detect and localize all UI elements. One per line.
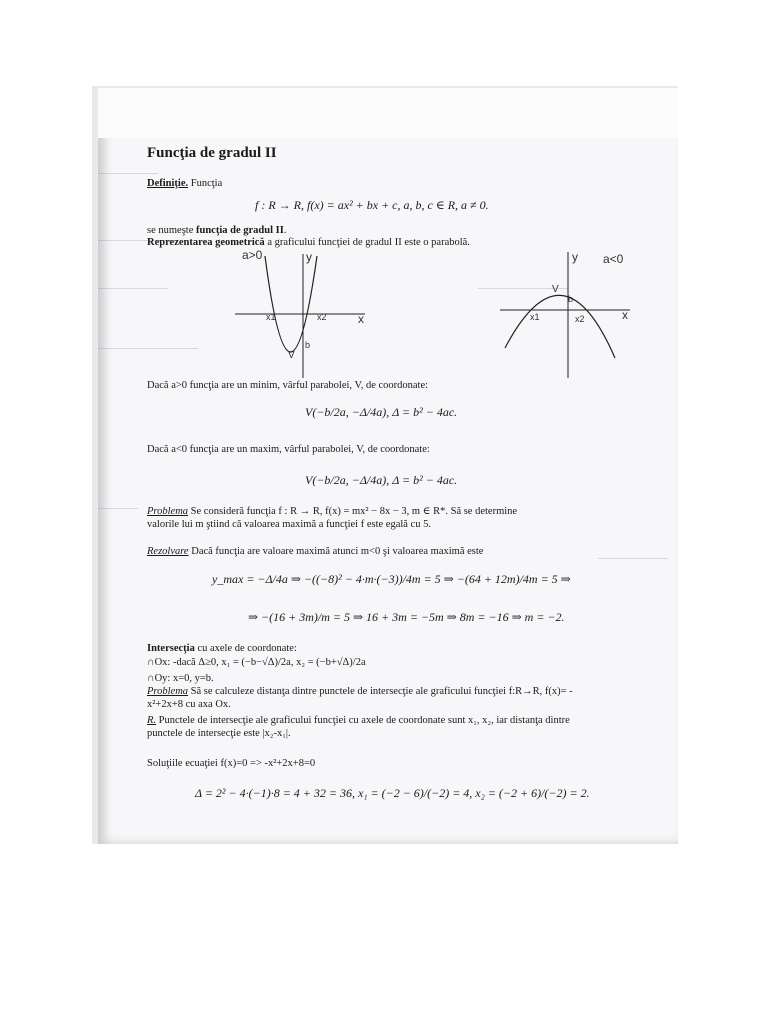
problem2-line2: x²+2x+8 cu axa Ox.: [147, 699, 231, 710]
final-equation: Δ = 2² − 4·(−1)·8 = 4 + 32 = 36, x₁ = (−2 − 6)/(−2) = 4, x₂ = (−2 + 6)/(−2) = 2.: [195, 786, 590, 800]
page-top-strip: [98, 88, 678, 138]
label-a-negative: a<0: [603, 252, 624, 266]
left-x-label: x: [358, 312, 364, 326]
vertex-formula-min: V(−b/2a, −Δ/4a), Δ = b² − 4ac.: [305, 405, 458, 419]
solutions-text: Soluţiile ecuaţiei f(x)=0 => -x²+2x+8=0: [147, 758, 316, 769]
left-x2-label: x2: [317, 312, 327, 322]
r-line1: R. Punctele de intersecţie ale graficului funcţiei cu axele de coordonate sunt x₁, x₂, iar distanţa dintre: [147, 715, 570, 726]
right-vertex-label: V: [552, 284, 559, 295]
definition-text: Funcţia: [190, 178, 223, 189]
problem1-label: Problema: [147, 506, 189, 517]
r-line2: punctele de intersecţie este |x₂-x₁|.: [147, 728, 291, 739]
solution1-eq2: ⇒ −(16 + 3m)/m = 5 ⇒ 16 + 3m = −5m ⇒ 8m = −16 ⇒ m = −2.: [248, 610, 565, 624]
left-b-label: b: [305, 340, 311, 350]
solution1-label: Rezolvare: [147, 546, 189, 557]
definition-after: se numeşte funcţia de gradul II.: [147, 225, 287, 236]
definition-label: Definiţie.: [147, 178, 189, 189]
solution1-eq1: y_max = −Δ/4a ⇒ −((−8)² − 4·m·(−3))/4m = 5 ⇒ −(64 + 12m)/4m = 5 ⇒: [212, 572, 571, 586]
problem1-line1: Problema Se consideră funcţia f : R → R, f(x) = mx² − 8x − 3, m ∈ R*. Să se determine: [147, 506, 518, 517]
intersect-ox: ∩Ox: -dacă Δ≥0, x₁ = (−b−√Δ)/2a, x₂ = (−b+√Δ)/2a: [147, 657, 366, 668]
intersect-label: Intersecţia: [147, 643, 195, 654]
right-x-label: x: [622, 308, 628, 322]
right-x2-label: x2: [575, 314, 585, 324]
left-vertex-label: V: [288, 350, 295, 361]
r-label: R.: [147, 715, 157, 726]
page-title: Funcţia de gradul II: [147, 145, 277, 161]
repr-label: Reprezentarea geometrică: [147, 237, 265, 248]
right-y-label: y: [572, 250, 578, 264]
minimum-text: Dacă a>0 funcţia are un minim, vârful parabolei, V, de coordonate:: [147, 380, 429, 391]
right-b-label: b: [568, 294, 574, 304]
left-y-label: y: [306, 250, 312, 264]
problem2-label: Problema: [147, 686, 189, 697]
vertex-formula-max: V(−b/2a, −Δ/4a), Δ = b² − 4ac.: [305, 473, 458, 487]
right-x1-label: x1: [530, 312, 540, 322]
maximum-text: Dacă a<0 funcţia are un maxim, vârful parabolei, V, de coordonate:: [147, 444, 430, 455]
parabola-graph-down: [495, 248, 640, 383]
label-a-positive: a>0: [242, 248, 263, 262]
problem1-line2: valorile lui m ştiind că valoarea maximă a funcţiei f este egală cu 5.: [147, 519, 431, 530]
definition-bold: funcţia de gradul II: [196, 225, 284, 236]
repr-text: a graficului funcţiei de gradul II este o parabolă.: [267, 237, 470, 248]
definition-line: [147, 177, 222, 190]
intersect-oy: ∩Oy: x=0, y=b.: [147, 673, 214, 684]
left-x1-label: x1: [266, 312, 276, 322]
solution1-line: Rezolvare Dacă funcţia are valoare maximă atunci m<0 şi valoarea maximă este: [147, 546, 484, 557]
problem2-line1: Problema Să se calculeze distanţa dintre punctele de intersecţie ale graficului funcţiei f:R→R, f(x)= -: [147, 686, 573, 697]
definition-formula: f : R → R, f(x) = ax² + bx + c, a, b, c ∈ R, a ≠ 0.: [255, 198, 489, 212]
intersect-line: Intersecţia cu axele de coordonate:: [147, 643, 297, 654]
